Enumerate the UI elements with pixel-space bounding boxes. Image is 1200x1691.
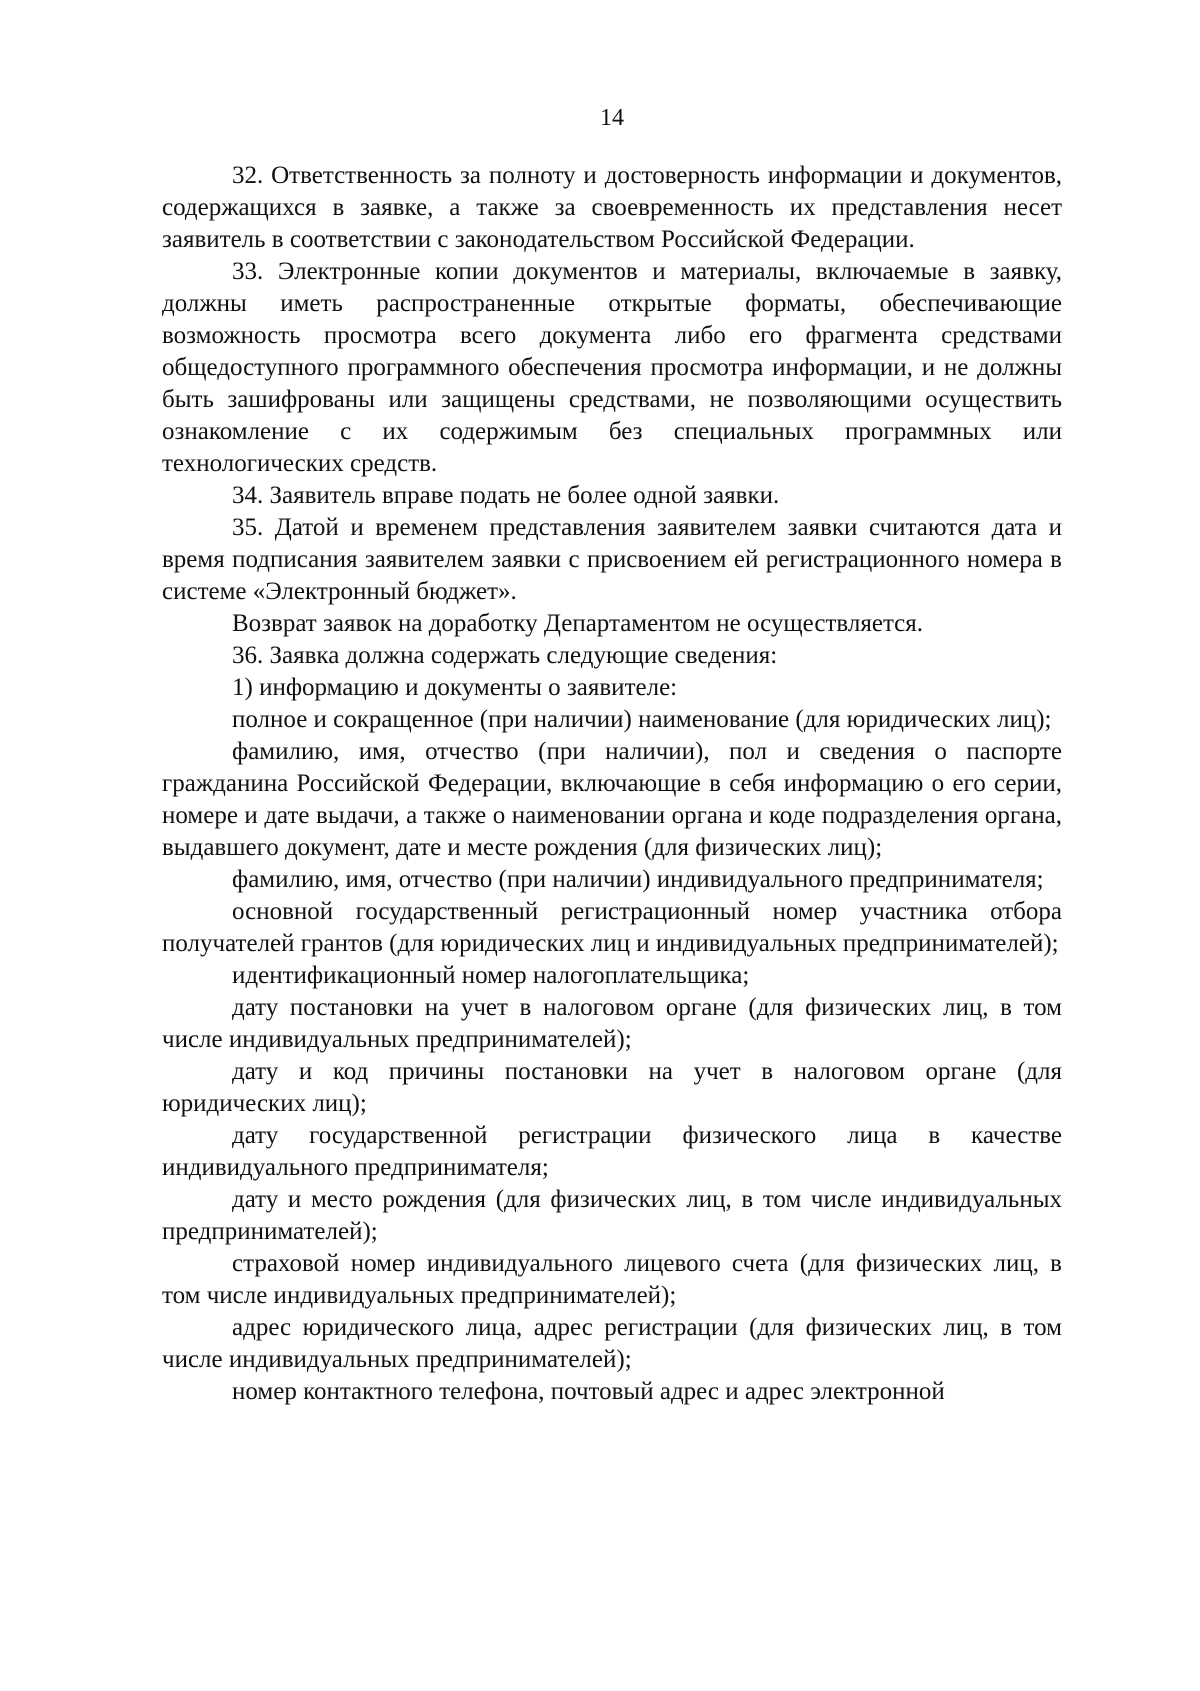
document-body [162, 160, 1062, 1408]
list-item-contacts: номер контактного телефона, почтовый адрес и адрес электронной [232, 1378, 945, 1405]
list-item-kpp: дату и код причины постановки на учет в налоговом органе (для юридических лиц); [162, 1058, 1062, 1117]
paragraph-34: 34. Заявитель вправе подать не более одной заявки. [232, 482, 780, 509]
list-item-tax-registration-date: дату постановки на учет в налоговом органе (для физических лиц, в том числе индивидуальных предпринимателей); [162, 994, 1062, 1053]
list-item-ogrn: основной государственный регистрационный номер участника отбора получателей грантов (для юридических лиц и индивидуальных предпринимателей); [162, 898, 1062, 957]
page-number: 14 [600, 105, 624, 131]
list-item-passport: фамилию, имя, отчество (при наличии), пол и сведения о паспорте гражданина Российской Федерации, включающие в себя информацию о его серии, номере и дате выдачи, а также о наименовании органа и коде подразделения органа, выдавшего документ, дате и месте рождения (для физических лиц); [162, 738, 1062, 861]
paragraph-32: 32. Ответственность за полноту и достоверность информации и документов, содержащихся в заявке, а также за своевременность их представления несет заявитель в соответствии с законодательством Российской Федерации. [162, 162, 1062, 253]
paragraph-35: 35. Датой и временем представления заявителем заявки считаются дата и время подписания заявителем заявки с присвоением ей регистрационного номера в системе «Электронный бюджет». [162, 514, 1062, 605]
paragraph-35-note: Возврат заявок на доработку Департаментом не осуществляется. [232, 610, 924, 637]
list-item-name: полное и сокращенное (при наличии) наименование (для юридических лиц); [232, 706, 1052, 733]
paragraph-36-item-1: 1) информацию и документы о заявителе: [232, 674, 678, 701]
paragraph-33: 33. Электронные копии документов и материалы, включаемые в заявку, должны иметь распространенные открытые форматы, обеспечивающие возможность просмотра всего документа либо его фрагмента средствами общедоступного программного обеспечения просмотра информации, и не должны быть зашифрованы или защищены средствами, не позволяющими осуществить ознакомление с их содержимым без специальных программных или технологических средств. [162, 258, 1062, 477]
list-item-entrepreneur-name: фамилию, имя, отчество (при наличии) индивидуального предпринимателя; [232, 866, 1044, 893]
list-item-snils: страховой номер индивидуального лицевого счета (для физических лиц, в том числе индивидуальных предпринимателей); [162, 1250, 1062, 1309]
list-item-address: адрес юридического лица, адрес регистрации (для физических лиц, в том числе индивидуальных предпринимателей); [162, 1314, 1062, 1373]
list-item-birth: дату и место рождения (для физических лиц, в том числе индивидуальных предпринимателей); [162, 1186, 1062, 1245]
paragraph-36: 36. Заявка должна содержать следующие сведения: [232, 642, 778, 669]
list-item-inn: идентификационный номер налогоплательщика; [232, 962, 750, 989]
list-item-state-registration: дату государственной регистрации физического лица в качестве индивидуального предпринимателя; [162, 1122, 1062, 1181]
